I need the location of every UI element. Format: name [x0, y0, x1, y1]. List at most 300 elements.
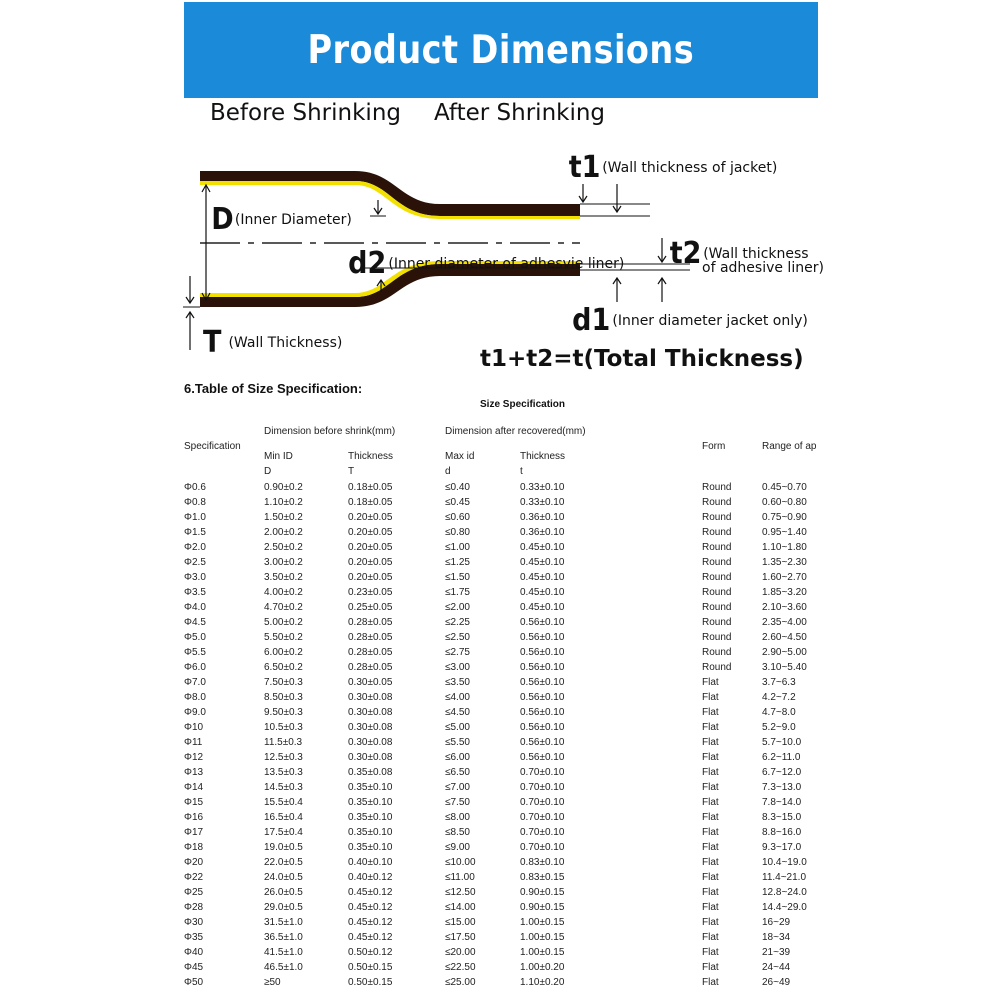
table-row — [184, 630, 832, 645]
table-row — [184, 930, 832, 945]
max-id-cell: ≤3.00 — [445, 662, 470, 673]
size-specification-table — [184, 480, 832, 990]
form-cell: Flat — [702, 962, 719, 973]
header-symbol-t: t — [520, 466, 523, 477]
header-max-id: Max id — [445, 451, 475, 462]
form-cell: Round — [702, 587, 732, 598]
form-cell: Round — [702, 527, 732, 538]
form-cell: Flat — [702, 977, 719, 988]
thickness-after-cell: 0.56±0.10 — [520, 722, 565, 733]
range-cell: 6.7~12.0 — [762, 767, 802, 778]
thickness-before-cell: 0.20±0.05 — [348, 557, 393, 568]
range-cell: 0.60~0.80 — [762, 497, 807, 508]
thickness-before-cell: 0.50±0.12 — [348, 947, 393, 958]
min-id-cell: 41.5±1.0 — [264, 947, 303, 958]
max-id-cell: ≤0.45 — [445, 497, 470, 508]
thickness-before-cell: 0.35±0.10 — [348, 827, 393, 838]
banner-title: Product Dimensions — [307, 27, 695, 73]
min-id-cell: 1.10±0.2 — [264, 497, 303, 508]
thickness-after-cell: 0.83±0.10 — [520, 857, 565, 868]
table-row — [184, 960, 832, 975]
min-id-cell: 4.70±0.2 — [264, 602, 303, 613]
thickness-after-cell: 0.56±0.10 — [520, 692, 565, 703]
specification-cell: Φ30 — [184, 917, 204, 928]
specification-cell: Φ2.5 — [184, 557, 206, 568]
table-row — [184, 540, 832, 555]
range-cell: 8.8~16.0 — [762, 827, 802, 838]
thickness-after-cell: 1.00±0.15 — [520, 947, 565, 958]
max-id-cell: ≤1.00 — [445, 542, 470, 553]
form-cell: Round — [702, 602, 732, 613]
thickness-after-cell: 0.45±0.10 — [520, 557, 565, 568]
thickness-after-cell: 0.33±0.10 — [520, 482, 565, 493]
table-row — [184, 900, 832, 915]
table-row — [184, 840, 832, 855]
thickness-before-cell: 0.30±0.08 — [348, 707, 393, 718]
form-cell: Flat — [702, 722, 719, 733]
thickness-after-cell: 0.70±0.10 — [520, 812, 565, 823]
range-cell: 2.60~4.50 — [762, 632, 807, 643]
max-id-cell: ≤0.80 — [445, 527, 470, 538]
header-min-id: Min ID — [264, 451, 293, 462]
thickness-before-cell: 0.30±0.08 — [348, 737, 393, 748]
min-id-cell: 7.50±0.3 — [264, 677, 303, 688]
table-row — [184, 570, 832, 585]
range-cell: 0.45~0.70 — [762, 482, 807, 493]
d-description: (Inner Diameter) — [234, 212, 352, 228]
range-cell: 10.4~19.0 — [762, 857, 807, 868]
d2-label — [346, 246, 624, 281]
min-id-cell: 9.50±0.3 — [264, 707, 303, 718]
specification-cell: Φ5.5 — [184, 647, 206, 658]
table-row — [184, 525, 832, 540]
min-id-cell: 2.00±0.2 — [264, 527, 303, 538]
max-id-cell: ≤15.00 — [445, 917, 476, 928]
table-row — [184, 585, 832, 600]
min-id-cell: 46.5±1.0 — [264, 962, 303, 973]
thickness-after-cell: 0.70±0.10 — [520, 842, 565, 853]
header-dimension-before: Dimension before shrink(mm) — [264, 426, 396, 437]
range-cell: 8.3~15.0 — [762, 812, 802, 823]
max-id-cell: ≤2.00 — [445, 602, 470, 613]
max-id-cell: ≤0.40 — [445, 482, 470, 493]
specification-cell: Φ0.6 — [184, 482, 206, 493]
header-symbol-T: T — [348, 466, 355, 477]
specification-cell: Φ20 — [184, 857, 204, 868]
table-title: Size Specification — [480, 399, 566, 410]
max-id-cell: ≤4.50 — [445, 707, 470, 718]
table-row — [184, 615, 832, 630]
table-row — [184, 750, 832, 765]
thickness-before-cell: 0.28±0.05 — [348, 632, 393, 643]
form-cell: Flat — [702, 947, 719, 958]
thickness-before-cell: 0.20±0.05 — [348, 572, 393, 583]
header-thickness-after: Thickness — [520, 451, 566, 462]
table-row — [184, 720, 832, 735]
wall-thickness-description: (Wall Thickness) — [228, 335, 343, 351]
min-id-cell: 11.5±0.3 — [264, 737, 303, 748]
thickness-after-cell: 1.10±0.20 — [520, 977, 565, 988]
specification-cell: Φ2.0 — [184, 542, 206, 553]
thickness-after-cell: 0.36±0.10 — [520, 512, 565, 523]
thickness-after-cell: 0.90±0.15 — [520, 887, 565, 898]
thickness-after-cell: 0.56±0.10 — [520, 707, 565, 718]
range-cell: 5.2~9.0 — [762, 722, 796, 733]
header-symbol-D: D — [264, 466, 272, 477]
header-dimension-after: Dimension after recovered(mm) — [445, 426, 586, 437]
range-cell: 1.85~3.20 — [762, 587, 807, 598]
form-cell: Round — [702, 572, 732, 583]
form-cell: Flat — [702, 782, 719, 793]
min-id-cell: 3.00±0.2 — [264, 557, 303, 568]
d-label — [210, 202, 352, 237]
form-cell: Round — [702, 512, 732, 523]
specification-cell: Φ45 — [184, 962, 204, 973]
max-id-cell: ≤3.50 — [445, 677, 470, 688]
table-row — [184, 810, 832, 825]
t1-description: (Wall thickness of jacket) — [602, 160, 778, 176]
form-cell: Flat — [702, 737, 719, 748]
thickness-after-cell: 0.56±0.10 — [520, 662, 565, 673]
form-cell: Flat — [702, 827, 719, 838]
min-id-cell: 15.5±0.4 — [264, 797, 303, 808]
thickness-before-cell: 0.45±0.12 — [348, 932, 393, 943]
thickness-after-cell: 0.70±0.10 — [520, 767, 565, 778]
range-cell: 1.10~1.80 — [762, 542, 807, 553]
table-row — [184, 660, 832, 675]
thickness-formula: t1+t2=t(Total Thickness) — [480, 346, 804, 372]
specification-cell: Φ15 — [184, 797, 204, 808]
max-id-cell: ≤17.50 — [445, 932, 476, 943]
range-cell: 6.2~11.0 — [762, 752, 801, 763]
form-cell: Round — [702, 542, 732, 553]
range-cell: 7.3~13.0 — [762, 782, 802, 793]
thickness-after-cell: 0.90±0.15 — [520, 902, 565, 913]
form-cell: Flat — [702, 902, 719, 913]
range-cell: 1.35~2.30 — [762, 557, 807, 568]
specification-cell: Φ40 — [184, 947, 204, 958]
min-id-cell: 26.0±0.5 — [264, 887, 303, 898]
thickness-before-cell: 0.35±0.10 — [348, 812, 393, 823]
form-cell: Flat — [702, 887, 719, 898]
thickness-before-cell: 0.18±0.05 — [348, 497, 393, 508]
table-row — [184, 510, 832, 525]
max-id-cell: ≤8.00 — [445, 812, 470, 823]
form-cell: Round — [702, 662, 732, 673]
range-cell: 21~39 — [762, 947, 791, 958]
thickness-after-cell: 0.70±0.10 — [520, 782, 565, 793]
max-id-cell: ≤22.50 — [445, 962, 476, 973]
table-row — [184, 735, 832, 750]
form-cell: Round — [702, 497, 732, 508]
header-form: Form — [702, 441, 726, 452]
specification-cell: Φ7.0 — [184, 677, 206, 688]
thickness-before-cell: 0.35±0.10 — [348, 797, 393, 808]
specification-cell: Φ18 — [184, 842, 204, 853]
table-row — [184, 645, 832, 660]
form-cell: Flat — [702, 857, 719, 868]
form-cell: Flat — [702, 917, 719, 928]
range-cell: 14.4~29.0 — [762, 902, 807, 913]
specification-cell: Φ6.0 — [184, 662, 206, 673]
form-cell: Flat — [702, 932, 719, 943]
t2-symbol: t2 — [669, 236, 702, 271]
range-cell: 0.95~1.40 — [762, 527, 807, 538]
max-id-cell: ≤7.50 — [445, 797, 470, 808]
specification-cell: Φ5.0 — [184, 632, 206, 643]
thickness-after-cell: 0.45±0.10 — [520, 572, 565, 583]
thickness-after-cell: 1.00±0.20 — [520, 962, 565, 973]
min-id-cell: 24.0±0.5 — [264, 872, 303, 883]
max-id-cell: ≤25.00 — [445, 977, 476, 988]
specification-cell: Φ8.0 — [184, 692, 206, 703]
thickness-after-cell: 0.56±0.10 — [520, 737, 565, 748]
min-id-cell: 2.50±0.2 — [264, 542, 303, 553]
thickness-before-cell: 0.50±0.15 — [348, 977, 393, 988]
d1-description: (Inner diameter jacket only) — [612, 313, 808, 329]
range-cell: 3.7~6.3 — [762, 677, 796, 688]
form-cell: Flat — [702, 872, 719, 883]
min-id-cell: 6.00±0.2 — [264, 647, 303, 658]
min-id-cell: 8.50±0.3 — [264, 692, 303, 703]
specification-cell: Φ11 — [184, 737, 203, 748]
min-id-cell: 4.00±0.2 — [264, 587, 303, 598]
thickness-before-cell: 0.30±0.08 — [348, 722, 393, 733]
thickness-after-cell: 0.45±0.10 — [520, 587, 565, 598]
max-id-cell: ≤7.00 — [445, 782, 470, 793]
range-cell: 2.35~4.00 — [762, 617, 807, 628]
thickness-before-cell: 0.40±0.10 — [348, 857, 393, 868]
max-id-cell: ≤1.25 — [445, 557, 470, 568]
max-id-cell: ≤2.50 — [445, 632, 470, 643]
thickness-after-cell: 1.00±0.15 — [520, 917, 565, 928]
thickness-after-cell: 0.70±0.10 — [520, 797, 565, 808]
specification-cell: Φ9.0 — [184, 707, 206, 718]
form-cell: Flat — [702, 677, 719, 688]
max-id-cell: ≤0.60 — [445, 512, 470, 523]
thickness-before-cell: 0.45±0.12 — [348, 887, 393, 898]
specification-cell: Φ25 — [184, 887, 204, 898]
range-cell: 0.75~0.90 — [762, 512, 807, 523]
max-id-cell: ≤2.25 — [445, 617, 470, 628]
thickness-before-cell: 0.30±0.08 — [348, 692, 393, 703]
form-cell: Round — [702, 482, 732, 493]
t2-description-line1: (Wall thickness — [703, 246, 809, 262]
max-id-cell: ≤14.00 — [445, 902, 476, 913]
max-id-cell: ≤1.75 — [445, 587, 470, 598]
range-cell: 12.8~24.0 — [762, 887, 807, 898]
wall-thickness-symbol: T — [203, 325, 222, 360]
max-id-cell: ≤2.75 — [445, 647, 470, 658]
thickness-after-cell: 0.33±0.10 — [520, 497, 565, 508]
d-symbol: D — [211, 202, 234, 237]
form-cell: Flat — [702, 767, 719, 778]
thickness-after-cell: 0.56±0.10 — [520, 617, 565, 628]
min-id-cell: 5.00±0.2 — [264, 617, 303, 628]
thickness-before-cell: 0.23±0.05 — [348, 587, 393, 598]
thickness-after-cell: 0.56±0.10 — [520, 632, 565, 643]
form-cell: Flat — [702, 842, 719, 853]
form-cell: Flat — [702, 797, 719, 808]
thickness-before-cell: 0.25±0.05 — [348, 602, 393, 613]
min-id-cell: 0.90±0.2 — [264, 482, 303, 493]
thickness-after-cell: 0.56±0.10 — [520, 677, 565, 688]
min-id-cell: 16.5±0.4 — [264, 812, 303, 823]
specification-cell: Φ13 — [184, 767, 204, 778]
table-row — [184, 675, 832, 690]
specification-cell: Φ14 — [184, 782, 204, 793]
table-row — [184, 885, 832, 900]
max-id-cell: ≤4.00 — [445, 692, 470, 703]
form-cell: Flat — [702, 812, 719, 823]
thickness-before-cell: 0.28±0.05 — [348, 617, 393, 628]
thickness-before-cell: 0.35±0.10 — [348, 782, 393, 793]
min-id-cell: 6.50±0.2 — [264, 662, 303, 673]
thickness-before-cell: 0.20±0.05 — [348, 512, 393, 523]
max-id-cell: ≤5.50 — [445, 737, 470, 748]
thickness-before-cell: 0.45±0.12 — [348, 917, 393, 928]
thickness-before-cell: 0.50±0.15 — [348, 962, 393, 973]
min-id-cell: 19.0±0.5 — [264, 842, 303, 853]
max-id-cell: ≤1.50 — [445, 572, 470, 583]
range-cell: 11.4~21.0 — [762, 872, 807, 883]
table-row — [184, 705, 832, 720]
min-id-cell: 31.5±1.0 — [264, 917, 303, 928]
min-id-cell: 13.5±0.3 — [264, 767, 303, 778]
table-row — [184, 555, 832, 570]
t1-label — [567, 150, 777, 185]
thickness-after-cell: 0.45±0.10 — [520, 602, 565, 613]
form-cell: Round — [702, 557, 732, 568]
section-title: 6.Table of Size Specification: — [184, 381, 363, 396]
d1-symbol: d1 — [572, 303, 611, 338]
form-cell: Flat — [702, 707, 719, 718]
table-row — [184, 600, 832, 615]
after-shrinking-label: After Shrinking — [434, 100, 606, 126]
thickness-after-cell: 1.00±0.15 — [520, 932, 565, 943]
range-cell: 4.2~7.2 — [762, 692, 796, 703]
max-id-cell: ≤12.50 — [445, 887, 476, 898]
specification-cell: Φ0.8 — [184, 497, 206, 508]
tube-dimension-diagram — [0, 0, 1000, 380]
min-id-cell: 12.5±0.3 — [264, 752, 303, 763]
range-cell: 2.10~3.60 — [762, 602, 807, 613]
specification-cell: Φ28 — [184, 902, 204, 913]
table-row — [184, 495, 832, 510]
max-id-cell: ≤11.00 — [445, 872, 475, 883]
table-row — [184, 480, 832, 495]
table-row — [184, 690, 832, 705]
specification-cell: Φ1.5 — [184, 527, 206, 538]
min-id-cell: 10.5±0.3 — [264, 722, 303, 733]
specification-cell: Φ35 — [184, 932, 204, 943]
min-id-cell: 14.5±0.3 — [264, 782, 303, 793]
d2-description: (Inner diameter of adhesvie liner) — [388, 256, 625, 272]
max-id-cell: ≤5.00 — [445, 722, 470, 733]
thickness-before-cell: 0.30±0.05 — [348, 677, 393, 688]
d2-symbol: d2 — [348, 246, 387, 281]
range-cell: 5.7~10.0 — [762, 737, 802, 748]
range-cell: 3.10~5.40 — [762, 662, 807, 673]
form-cell: Round — [702, 632, 732, 643]
thickness-after-cell: 0.70±0.10 — [520, 827, 565, 838]
wall-thickness-label — [202, 325, 342, 360]
max-id-cell: ≤20.00 — [445, 947, 476, 958]
specification-cell: Φ4.0 — [184, 602, 206, 613]
min-id-cell: 17.5±0.4 — [264, 827, 303, 838]
specification-cell: Φ50 — [184, 977, 204, 988]
table-row — [184, 915, 832, 930]
min-id-cell: ≥50 — [264, 977, 281, 988]
table-row — [184, 945, 832, 960]
specification-cell: Φ16 — [184, 812, 204, 823]
range-cell: 2.90~5.00 — [762, 647, 807, 658]
thickness-after-cell: 0.45±0.10 — [520, 542, 565, 553]
thickness-before-cell: 0.28±0.05 — [348, 647, 393, 658]
thickness-before-cell: 0.20±0.05 — [348, 542, 393, 553]
min-id-cell: 3.50±0.2 — [264, 572, 303, 583]
table-row — [184, 825, 832, 840]
t1-symbol: t1 — [568, 150, 601, 185]
specification-cell: Φ3.0 — [184, 572, 206, 583]
thickness-after-cell: 0.83±0.15 — [520, 872, 565, 883]
specification-cell: Φ12 — [184, 752, 204, 763]
min-id-cell: 36.5±1.0 — [264, 932, 303, 943]
range-cell: 1.60~2.70 — [762, 572, 807, 583]
thickness-before-cell: 0.28±0.05 — [348, 662, 393, 673]
thickness-before-cell: 0.18±0.05 — [348, 482, 393, 493]
range-cell: 9.3~17.0 — [762, 842, 802, 853]
thickness-before-cell: 0.45±0.12 — [348, 902, 393, 913]
table-row — [184, 975, 832, 990]
min-id-cell: 1.50±0.2 — [264, 512, 303, 523]
max-id-cell: ≤6.50 — [445, 767, 470, 778]
form-cell: Flat — [702, 752, 719, 763]
thickness-after-cell: 0.56±0.10 — [520, 647, 565, 658]
thickness-before-cell: 0.35±0.08 — [348, 767, 393, 778]
max-id-cell: ≤9.00 — [445, 842, 470, 853]
range-cell: 4.7~8.0 — [762, 707, 796, 718]
table-row — [184, 855, 832, 870]
table-row — [184, 765, 832, 780]
table-row — [184, 870, 832, 885]
min-id-cell: 5.50±0.2 — [264, 632, 303, 643]
thickness-after-cell: 0.56±0.10 — [520, 752, 565, 763]
header-thickness-before: Thickness — [348, 451, 394, 462]
d1-label — [570, 303, 808, 338]
t2-description-line2: of adhesive liner) — [702, 260, 824, 276]
table-row — [184, 780, 832, 795]
thickness-after-cell: 0.36±0.10 — [520, 527, 565, 538]
thickness-before-cell: 0.20±0.05 — [348, 527, 393, 538]
range-cell: 24~44 — [762, 962, 791, 973]
range-cell: 16~29 — [762, 917, 791, 928]
range-cell: 18~34 — [762, 932, 791, 943]
form-cell: Flat — [702, 692, 719, 703]
specification-cell: Φ4.5 — [184, 617, 206, 628]
specification-cell: Φ3.5 — [184, 587, 206, 598]
table-row — [184, 795, 832, 810]
max-id-cell: ≤8.50 — [445, 827, 470, 838]
max-id-cell: ≤6.00 — [445, 752, 470, 763]
header-symbol-d: d — [445, 466, 451, 477]
min-id-cell: 29.0±0.5 — [264, 902, 303, 913]
header-range: Range of ap — [762, 441, 817, 452]
specification-cell: Φ22 — [184, 872, 204, 883]
specification-cell: Φ1.0 — [184, 512, 206, 523]
before-shrinking-label: Before Shrinking — [210, 100, 401, 126]
specification-cell: Φ10 — [184, 722, 204, 733]
